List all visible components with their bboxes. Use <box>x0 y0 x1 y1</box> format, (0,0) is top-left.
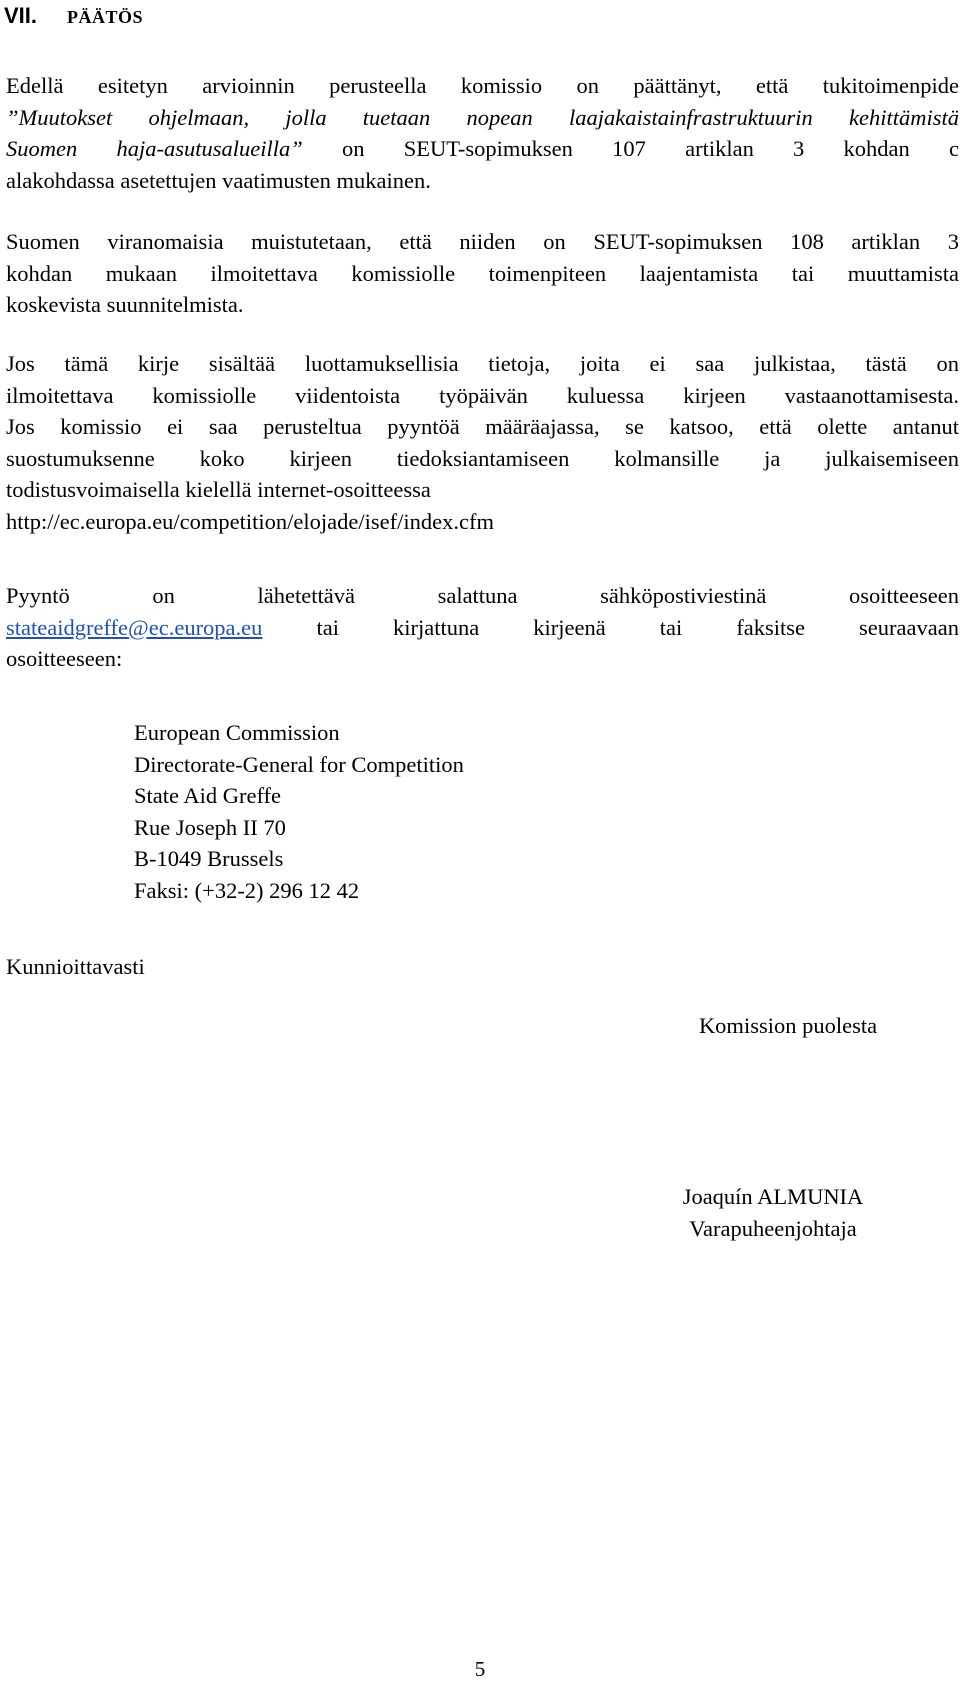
closing-salutation: Kunnioittavasti <box>6 954 145 979</box>
address-line-5: B-1049 Brussels <box>134 846 284 871</box>
paragraph-confidentiality-line-3: Jos komissio ei saa perusteltua pyyntöä määräajassa, se katsoo, että olette antanut <box>6 414 959 439</box>
address-line-2: Directorate-General for Competition <box>134 751 464 777</box>
paragraph-decision-line-3 <box>6 133 959 165</box>
on-behalf-of: Komission puolesta <box>698 1013 878 1038</box>
section-number: VII. <box>4 3 38 28</box>
address-line-1: European Commission <box>134 720 340 745</box>
paragraph-request <box>6 580 959 675</box>
section-heading <box>4 0 143 33</box>
signatory-role: Varapuheenjohtaja <box>689 1215 857 1241</box>
paragraph-decision-line-3-rest: on SEUT-sopimuksen 107 artiklan 3 kohdan c <box>302 136 959 161</box>
address-line-3: State Aid Greffe <box>134 783 282 808</box>
postal-address <box>134 717 464 906</box>
paragraph-decision <box>6 70 959 196</box>
paragraph-decision-line-4: alakohdassa asetettujen vaatimusten mukainen. <box>6 167 431 193</box>
paragraph-confidentiality-line-5: todistusvoimaisella kielellä internet-osoitteessa <box>6 477 431 502</box>
fax-number: Faksi: (+32-2) 296 12 42 <box>134 877 360 903</box>
measure-name-end: Suomen haja-asutusalueilla” <box>6 136 303 161</box>
paragraph-confidentiality <box>6 348 959 537</box>
paragraph-confidentiality-line-1: Jos tämä kirje sisältää luottamuksellisia tietoja, joita ei saa julkistaa, tästä on <box>6 351 959 376</box>
paragraph-decision-line-2: ”Muutokset ohjelmaan, jolla tuetaan nopean laajakaistainfrastruktuurin kehittämistä <box>6 104 959 130</box>
paragraph-reminder-line-3: koskevista suunnitelmista. <box>6 292 244 317</box>
paragraph-reminder-line-1: Suomen viranomaisia muistutetaan, että niiden on SEUT-sopimuksen 108 artiklan 3 <box>6 229 959 254</box>
publication-url: http://ec.europa.eu/competition/elojade/isef/index.cfm <box>6 508 494 534</box>
paragraph-confidentiality-line-2: ilmoitettava komissiolle viidentoista työpäivän kuluessa kirjeen vastaanottamisesta. <box>6 382 959 408</box>
paragraph-request-line-3: osoitteeseen: <box>6 646 123 671</box>
signatory-name: Joaquín ALMUNIA <box>682 1184 864 1209</box>
paragraph-decision-line-1: Edellä esitetyn arvioinnin perusteella komissio on päättänyt, että tukitoimenpide <box>6 73 959 98</box>
paragraph-reminder-line-2: kohdan mukaan ilmoitettava komissiolle toimenpiteen laajentamista tai muuttamista <box>6 260 959 286</box>
address-line-4: Rue Joseph II 70 <box>134 814 286 840</box>
paragraph-reminder <box>6 226 959 321</box>
section-title: PÄÄTÖS <box>67 7 144 27</box>
paragraph-request-line-1: Pyyntö on lähetettävä salattuna sähköpostiviestinä osoitteeseen <box>6 583 959 608</box>
paragraph-confidentiality-line-4: suostumuksenne koko kirjeen tiedoksiantamiseen kolmansille ja julkaisemiseen <box>6 445 959 471</box>
email-link[interactable]: stateaidgreffe@ec.europa.eu <box>6 614 263 640</box>
paragraph-request-line-2 <box>6 612 959 644</box>
signatory <box>663 1181 883 1244</box>
page-number: 5 <box>474 1657 486 1681</box>
paragraph-request-line-2-rest: tai kirjattuna kirjeenä tai faksitse seuraavaan <box>262 614 959 640</box>
